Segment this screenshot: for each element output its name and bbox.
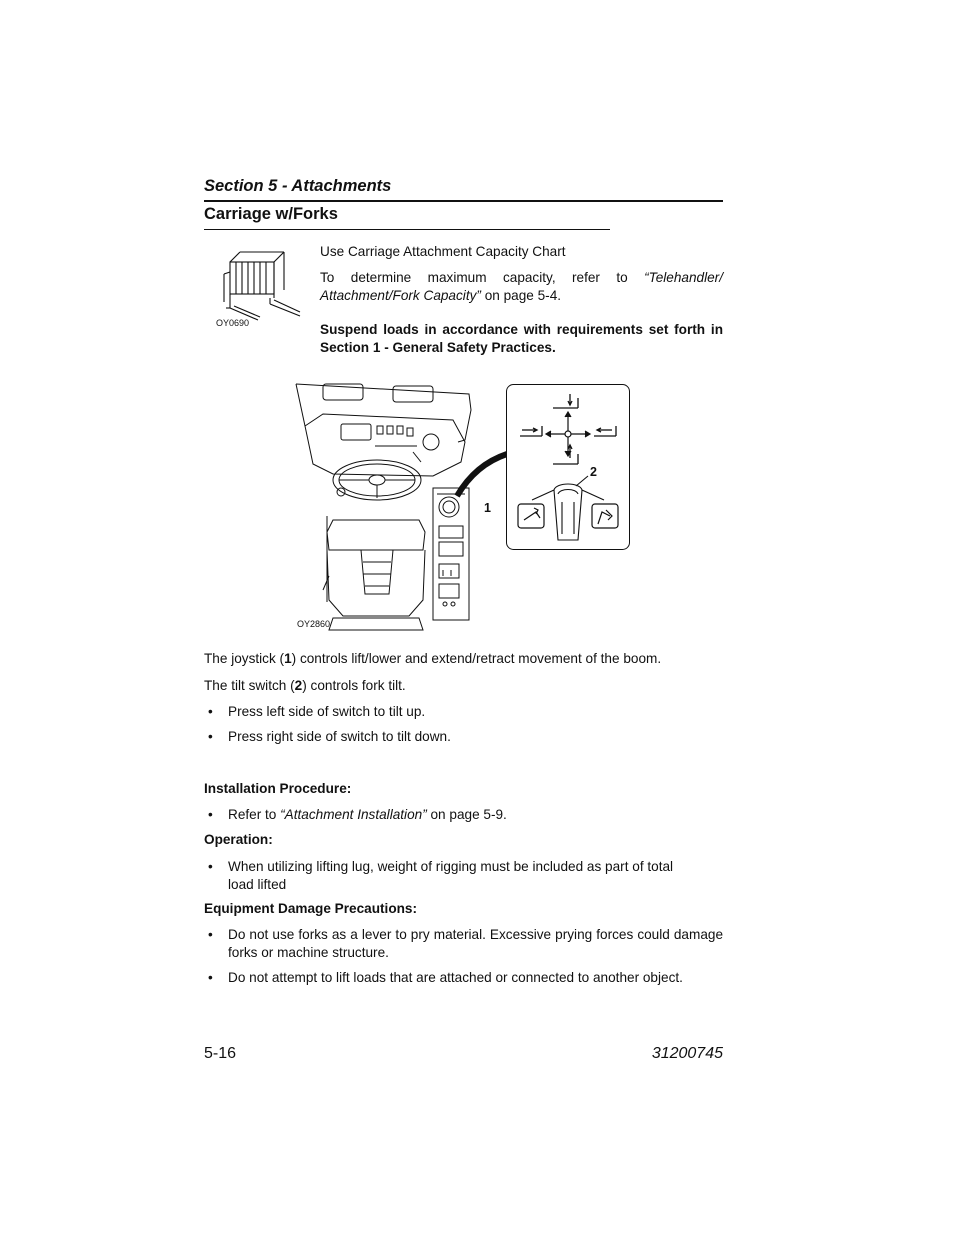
tilt-post: ) controls fork tilt. [302, 678, 406, 693]
joystick-description [204, 650, 661, 668]
tilt-number: 2 [294, 678, 303, 693]
installation-post: on page 5-9. [426, 807, 507, 822]
tilt-pre: The tilt switch ( [204, 678, 295, 693]
fork-figure-label: OY0690 [216, 318, 250, 328]
capacity-chart-instruction: Use Carriage Attachment Capacity Chart [320, 244, 566, 259]
list-item [208, 703, 723, 721]
bullet-marker: • [208, 859, 213, 874]
tilt-up-instruction: Press left side of switch to tilt up. [228, 704, 426, 719]
prying-precaution: Do not use forks as a lever to pry material. Excessive prying forces could damage forks or machine structure. [228, 927, 723, 960]
precautions-heading: Equipment Damage Precautions: [204, 901, 418, 916]
safety-warning: Suspend loads in accordance with requirements set forth in Section 1 - General Safety Practices. [320, 322, 723, 355]
list-item [208, 969, 723, 987]
joystick-post: ) controls lift/lower and extend/retract movement of the boom. [291, 651, 662, 666]
operation-line-1: When utilizing lifting lug, weight of rigging must be included as part of total [228, 859, 674, 874]
header-rule [204, 200, 723, 202]
bullet-marker: • [208, 704, 213, 719]
page-title: Carriage w/Forks [204, 205, 338, 223]
bullet-marker: • [208, 970, 213, 985]
installation-pre: Refer to [228, 807, 281, 822]
bullet-marker: • [208, 927, 213, 942]
fork-carriage-illustration [214, 246, 304, 324]
bullet-marker: • [208, 729, 213, 744]
list-item [208, 858, 723, 893]
capacity-suffix: on page 5-4. [480, 287, 562, 303]
tilt-switch-description [204, 677, 406, 695]
document-number: 31200745 [651, 1045, 723, 1062]
section-title: Section 5 - Attachments [204, 177, 392, 195]
cab-figure-label: OY2860 [297, 619, 331, 629]
list-item [208, 806, 723, 824]
installation-heading: Installation Procedure: [204, 781, 352, 796]
installation-reference [228, 806, 723, 824]
installation-reference-link[interactable]: “Attachment Installation” [280, 807, 427, 822]
list-item [208, 926, 723, 961]
capacity-reference-link[interactable]: “Telehandler/ Attachment/Fork Capacity” [320, 270, 723, 303]
joystick-number: 1 [284, 651, 292, 666]
title-rule [204, 229, 610, 230]
joystick-inset [506, 384, 630, 550]
callout-1: 1 [484, 501, 491, 515]
capacity-reference-paragraph [320, 269, 723, 304]
capacity-prefix: To determine maximum capacity, refer to [320, 270, 645, 285]
operation-heading: Operation: [204, 832, 273, 847]
callout-2: 2 [590, 465, 597, 479]
list-item [208, 728, 723, 746]
page-number: 5-16 [204, 1045, 237, 1062]
cab-interior-illustration [293, 380, 478, 635]
operation-line-2: load lifted [228, 876, 287, 892]
operation-instruction [228, 858, 723, 893]
attached-load-precaution: Do not attempt to lift loads that are attached or connected to another object. [228, 970, 683, 985]
joystick-pre: The joystick ( [204, 651, 285, 666]
tilt-down-instruction: Press right side of switch to tilt down. [228, 729, 451, 744]
bullet-marker: • [208, 807, 213, 822]
